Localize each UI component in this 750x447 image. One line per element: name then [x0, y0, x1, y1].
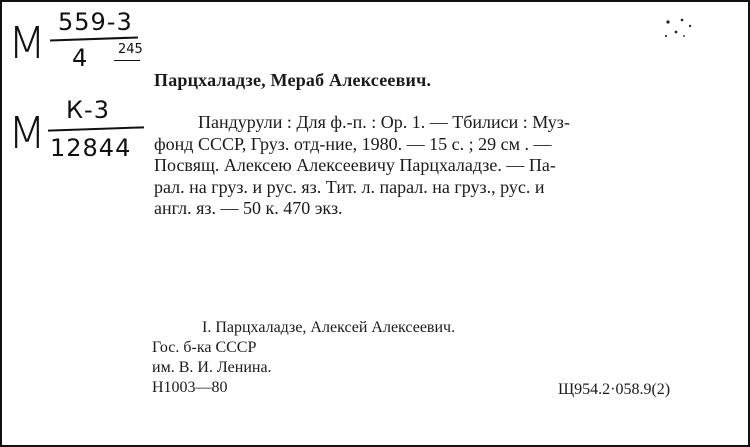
added-entry: I. Парцхаладзе, Алексей Алексеевич. — [202, 319, 456, 336]
classmark: Щ954.2·058.9(2) — [558, 381, 671, 398]
shelfmark-1-rule — [50, 36, 138, 41]
shelfmark-1-superscript: 245 — [118, 42, 143, 57]
description-line: англ. яз. — 50 к. 470 экз. — [154, 198, 343, 218]
shelfmark-1-bottom: 4 — [72, 44, 89, 72]
description-line: фонд СССР, Груз. отд-ние, 1980. — 15 с. ; 29 см . — — [154, 133, 552, 154]
description — [154, 112, 699, 220]
shelfmark-2-letter: М — [8, 108, 46, 159]
shelfmark-1-letter: М — [8, 18, 46, 69]
description-line: Пандурули : Для ф.-п. : Ор. 1. — Тбилиси : Муз- — [198, 112, 570, 132]
description-line: рал. на груз. и рус. яз. Тит. л. парал. на груз., рус. и — [154, 176, 545, 197]
shelfmark-2-top: К-3 — [66, 96, 110, 124]
library-line: Гос. б-ка СССР — [152, 339, 257, 356]
shelfmark-2-rule — [48, 126, 144, 131]
card-number: Н1003—80 — [152, 379, 228, 396]
specks-decoration — [662, 16, 708, 42]
library-line: им. В. И. Ленина. — [152, 359, 272, 376]
shelfmark-2-bottom: 12844 — [50, 134, 132, 162]
card-footer — [152, 318, 455, 398]
shelfmark-1-underline — [114, 60, 140, 61]
description-line: Посвящ. Алексею Алексеевичу Парцхаладзе. — Па- — [154, 155, 556, 175]
shelfmark-1-top: 559-3 — [58, 8, 133, 36]
main-heading: Парцхаладзе, Мераб Алексеевич. — [154, 70, 432, 90]
